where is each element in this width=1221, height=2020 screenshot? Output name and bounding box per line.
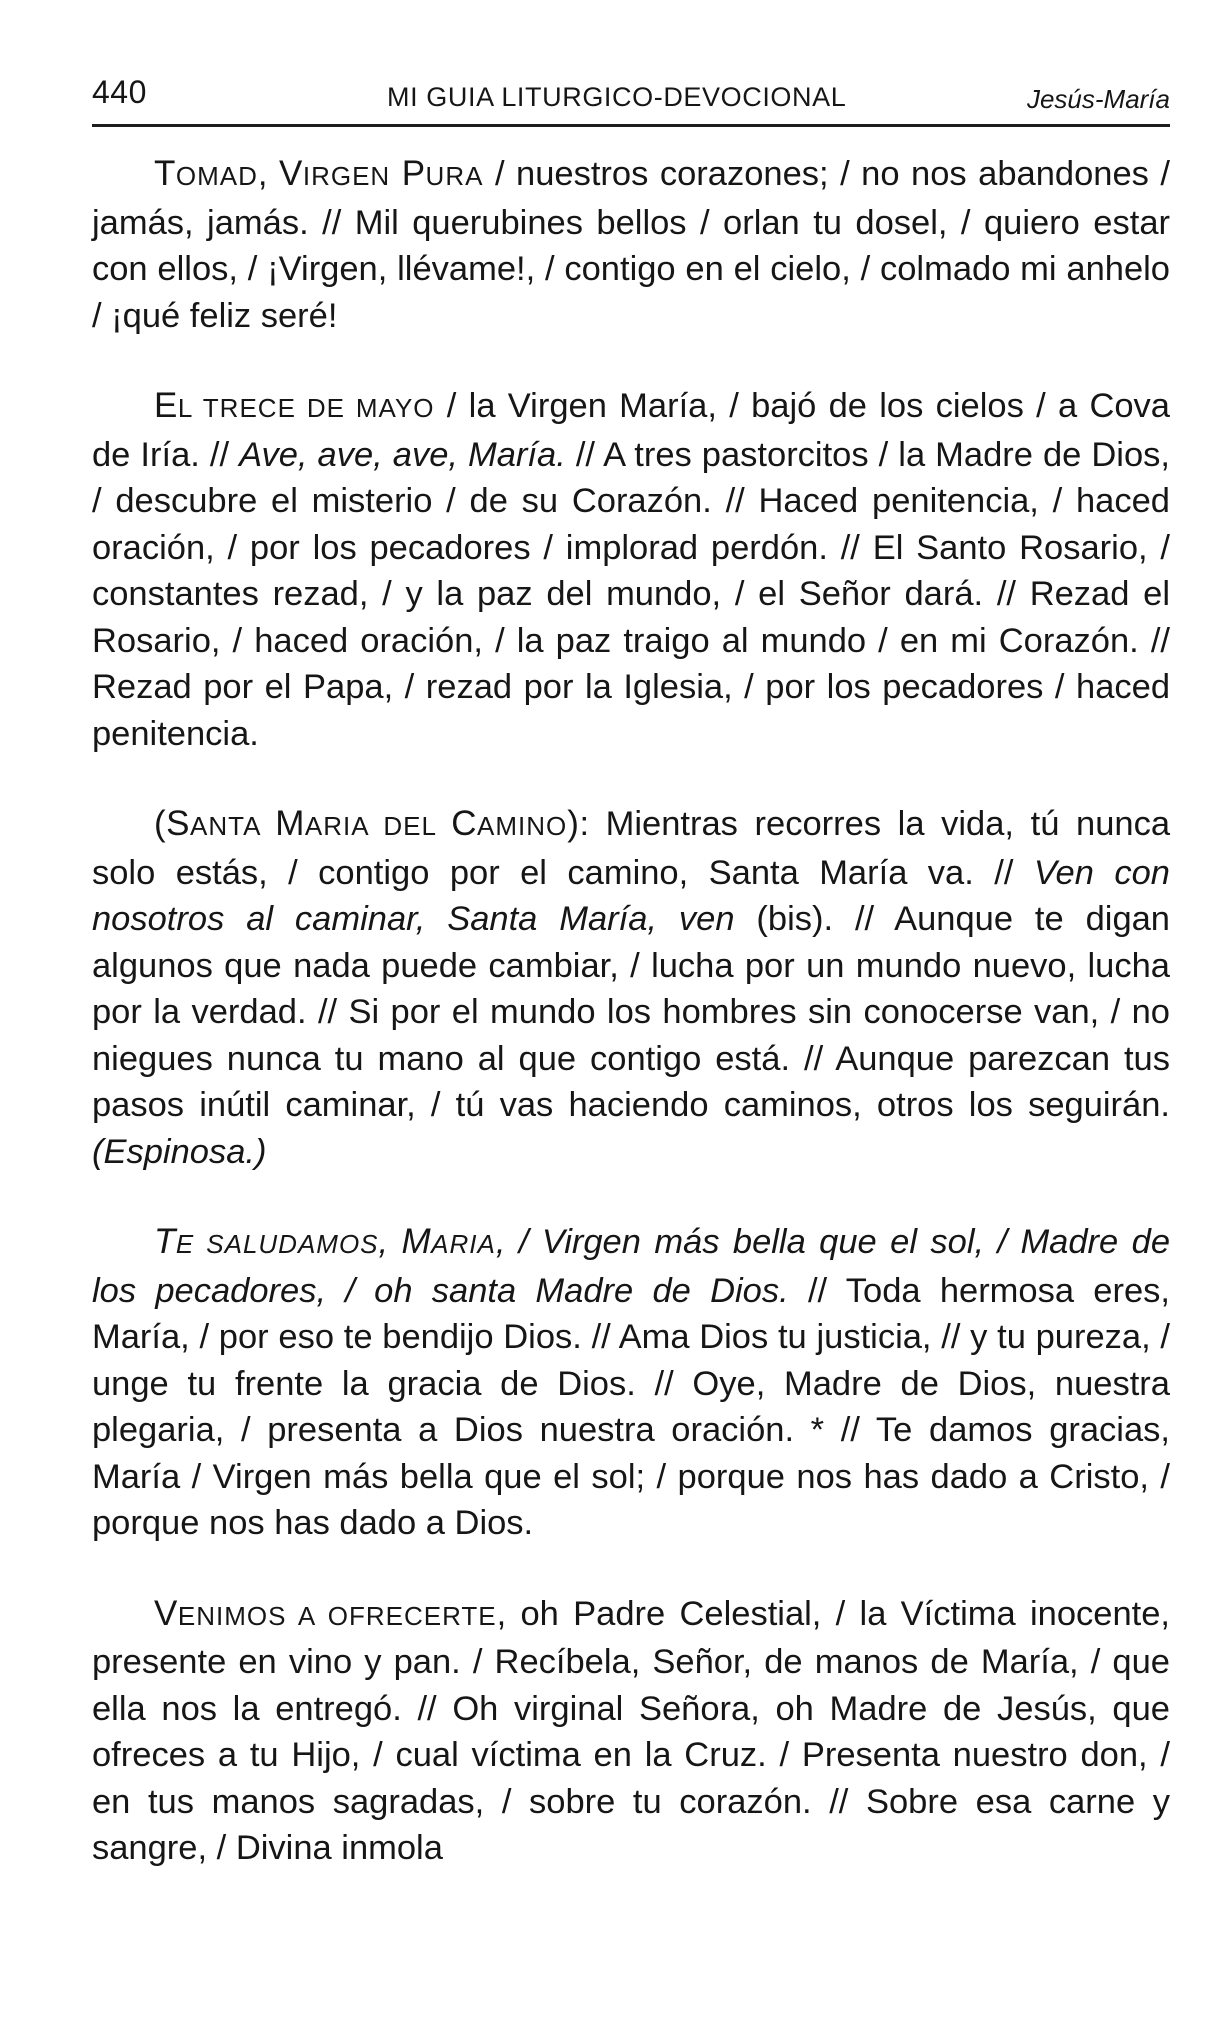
- text-run: L TRECE DE MAYO: [177, 393, 435, 423]
- text-run: OMAD: [175, 161, 258, 191]
- text-run: , oh Padre Celestial, / la Víctima inocente, presente en vino y pan. / Recíbela, Señor, de manos de María, / que ella nos la entregó. // Oh virginal Señora, oh Madre de Jesús, que ofreces a tu Hijo, / cual víctima en la Cruz. / Presenta nuestro don, / en tus manos sagradas, / sobre tu corazón. // Sobre esa carne y sangre, / Divina inmola: [92, 1594, 1171, 1867]
- text-run: P: [401, 154, 426, 193]
- text-run: // A tres pastorcitos / la Madre de Dios, / descubre el misterio / de su Corazón. // Haced penitencia, / haced oración, / por los pecadores / implorad perdón. // El Santo Rosario, / constantes rezad, / y la paz del mundo, / el Señor dará. // Rezad el Rosario, / haced oración, / la paz traigo al mundo / en mi Corazón. // Rezad por el Papa, / rezad por la Iglesia, / por los pecadores / haced penitencia.: [92, 435, 1170, 753]
- text-run: Ave, ave, ave, María.: [239, 435, 566, 474]
- text-run: / nuestros corazones; / no nos abandones / jamás, jamás. // Mil querubines bellos / orlan tu dosel, / quiero estar con ellos, / ¡Virgen, llévame!, / contigo en el cielo, / colmado mi anhelo / ¡qué feliz seré!: [92, 155, 1170, 335]
- hymn-santa-maria-del-camino: [92, 801, 1170, 1175]
- text-run: ARIA DEL: [304, 811, 452, 841]
- text-run: ENIMOS A OFRECERTE: [177, 1600, 497, 1631]
- text-run: IRGEN: [302, 161, 391, 191]
- book-title: MI GUIA LITURGICO-DEVOCIONAL: [387, 82, 847, 112]
- text-run: M: [275, 804, 305, 843]
- text-run: ANTA: [190, 811, 276, 841]
- hymn-tomad-virgen-pura: [92, 151, 1170, 339]
- hymn-te-saludamos-maria: [92, 1219, 1170, 1547]
- page-number: 440: [92, 74, 147, 110]
- hymn-venimos-a-ofrecerte: [92, 1591, 1170, 1872]
- text-run: // Toda hermosa eres, María, / por eso te bendijo Dios. // Ama Dios tu justicia, // y tu pureza, / unge tu frente la gracia de Dios. // Oye, Madre de Dios, nuestra plegaria, / presenta a Dios nuestra oración. * // Te damos gracias, María / Virgen más bella que el sol; / porque nos has dado a Cristo, / porque nos has dado a Dios.: [92, 1271, 1170, 1542]
- text-run: : Mientras recorres la vida, tú nunca solo estás, / contigo por el camino, Santa María va. //: [92, 805, 1171, 892]
- text-run: Ven con nosotros al caminar, Santa María, ven: [92, 853, 1170, 938]
- section-title: Jesús-María: [1026, 84, 1170, 114]
- text-run: ): [567, 804, 580, 843]
- text-run: E SALUDAMOS: [175, 1229, 379, 1259]
- text-run: T: [154, 154, 176, 193]
- text-run: (bis). // Aunque te digan algunos que nada puede cambiar, / lucha por un mundo nuevo, lucha por la verdad. // Si por el mundo los hombres sin conocerse van, / no niegues nunca tu mano al que contigo está. // Aunque parezcan tus pasos inútil caminar, / tú vas haciendo caminos, otros los seguirán.: [92, 900, 1170, 1124]
- text-run: V: [278, 154, 303, 193]
- running-head: [92, 70, 1170, 127]
- text-run: E: [154, 386, 178, 425]
- text-run: (Espinosa.): [92, 1132, 267, 1171]
- text-run: URA: [425, 161, 484, 191]
- text-run: ARIA: [431, 1229, 496, 1259]
- text-run: , / Virgen más bella que el sol, / Madre de los pecadores, / oh santa Madre de Dios.: [92, 1223, 1171, 1310]
- text-run: (S: [154, 804, 190, 843]
- text-run: V: [154, 1593, 178, 1633]
- text-run: T: [154, 1222, 176, 1261]
- hymn-el-trece-de-mayo: [92, 383, 1170, 757]
- book-page: [92, 70, 1170, 1990]
- text-run: / la Virgen María, / bajó de los cielos / a Cova de Iría. //: [92, 387, 1170, 474]
- text-run: M: [401, 1222, 432, 1261]
- text-run: [390, 155, 402, 193]
- text-run: ,: [257, 155, 279, 193]
- text-run: AMINO: [477, 811, 568, 841]
- body-text: [92, 151, 1170, 1872]
- text-run: C: [451, 804, 478, 843]
- text-run: ,: [378, 1223, 402, 1261]
